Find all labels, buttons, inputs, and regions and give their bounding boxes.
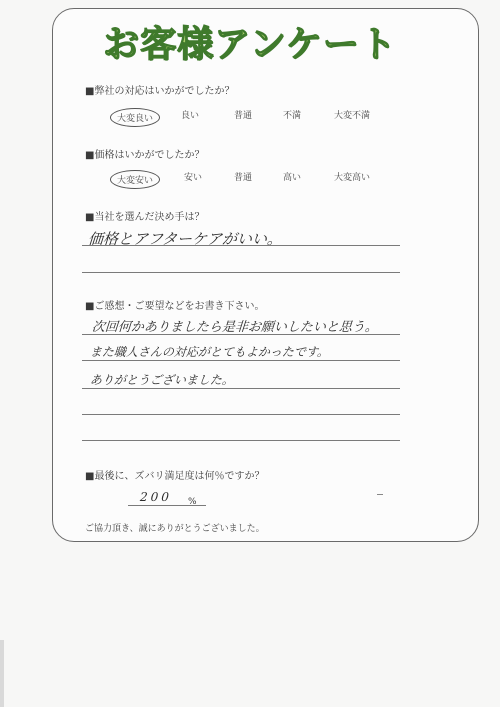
option-price-expensive[interactable]: 高い — [282, 173, 302, 183]
question-service: ■弊社の対応はいかがでしたか？ — [85, 86, 235, 97]
percent-unit: % — [188, 497, 197, 507]
answer-line — [82, 388, 400, 389]
answer-line — [82, 245, 400, 246]
option-service-unsatisfied[interactable]: 不満 — [282, 111, 302, 121]
answer-line — [128, 505, 206, 506]
scan-edge-mark — [0, 640, 4, 707]
stray-mark — [377, 494, 383, 495]
option-service-very-good[interactable]: 大変良い — [110, 108, 160, 127]
question-price: ■価格はいかがでしたか？ — [85, 150, 205, 161]
answer-deciding-factor: 価格とアフターケアがいい。 — [87, 230, 283, 248]
answer-satisfaction-value: 200 — [139, 490, 173, 504]
answer-comment-line-1: 次回何かありましたら是非お願いしたいと思う。 — [91, 320, 379, 335]
answer-line — [82, 440, 400, 441]
option-price-very-cheap[interactable]: 大変安い — [110, 170, 160, 189]
answer-line — [82, 360, 400, 361]
option-service-normal[interactable]: 普通 — [233, 111, 253, 121]
answer-comment-line-2: また職人さんの対応がとてもよかったです。 — [89, 345, 330, 359]
answer-comment-line-3: ありがとうございました。 — [89, 373, 235, 387]
thank-you-note: ご協力頂き、誠にありがとうございました。 — [85, 524, 265, 534]
option-service-good[interactable]: 良い — [180, 111, 200, 121]
option-price-cheap[interactable]: 安い — [183, 173, 203, 183]
survey-title: お客様アンケート — [103, 24, 397, 65]
question-comments: ■ご感想・ご要望などをお書き下さい。 — [85, 301, 265, 312]
answer-line — [82, 414, 400, 415]
question-satisfaction: ■最後に、ズバリ満足度は何％ですか？ — [85, 471, 265, 482]
option-service-very-unsatisfied[interactable]: 大変不満 — [333, 111, 371, 121]
answer-line — [82, 272, 400, 273]
question-deciding-factor: ■当社を選んだ決め手は？ — [85, 212, 205, 223]
answer-line — [82, 334, 400, 335]
option-price-very-expensive[interactable]: 大変高い — [333, 173, 371, 183]
option-price-normal[interactable]: 普通 — [233, 173, 253, 183]
